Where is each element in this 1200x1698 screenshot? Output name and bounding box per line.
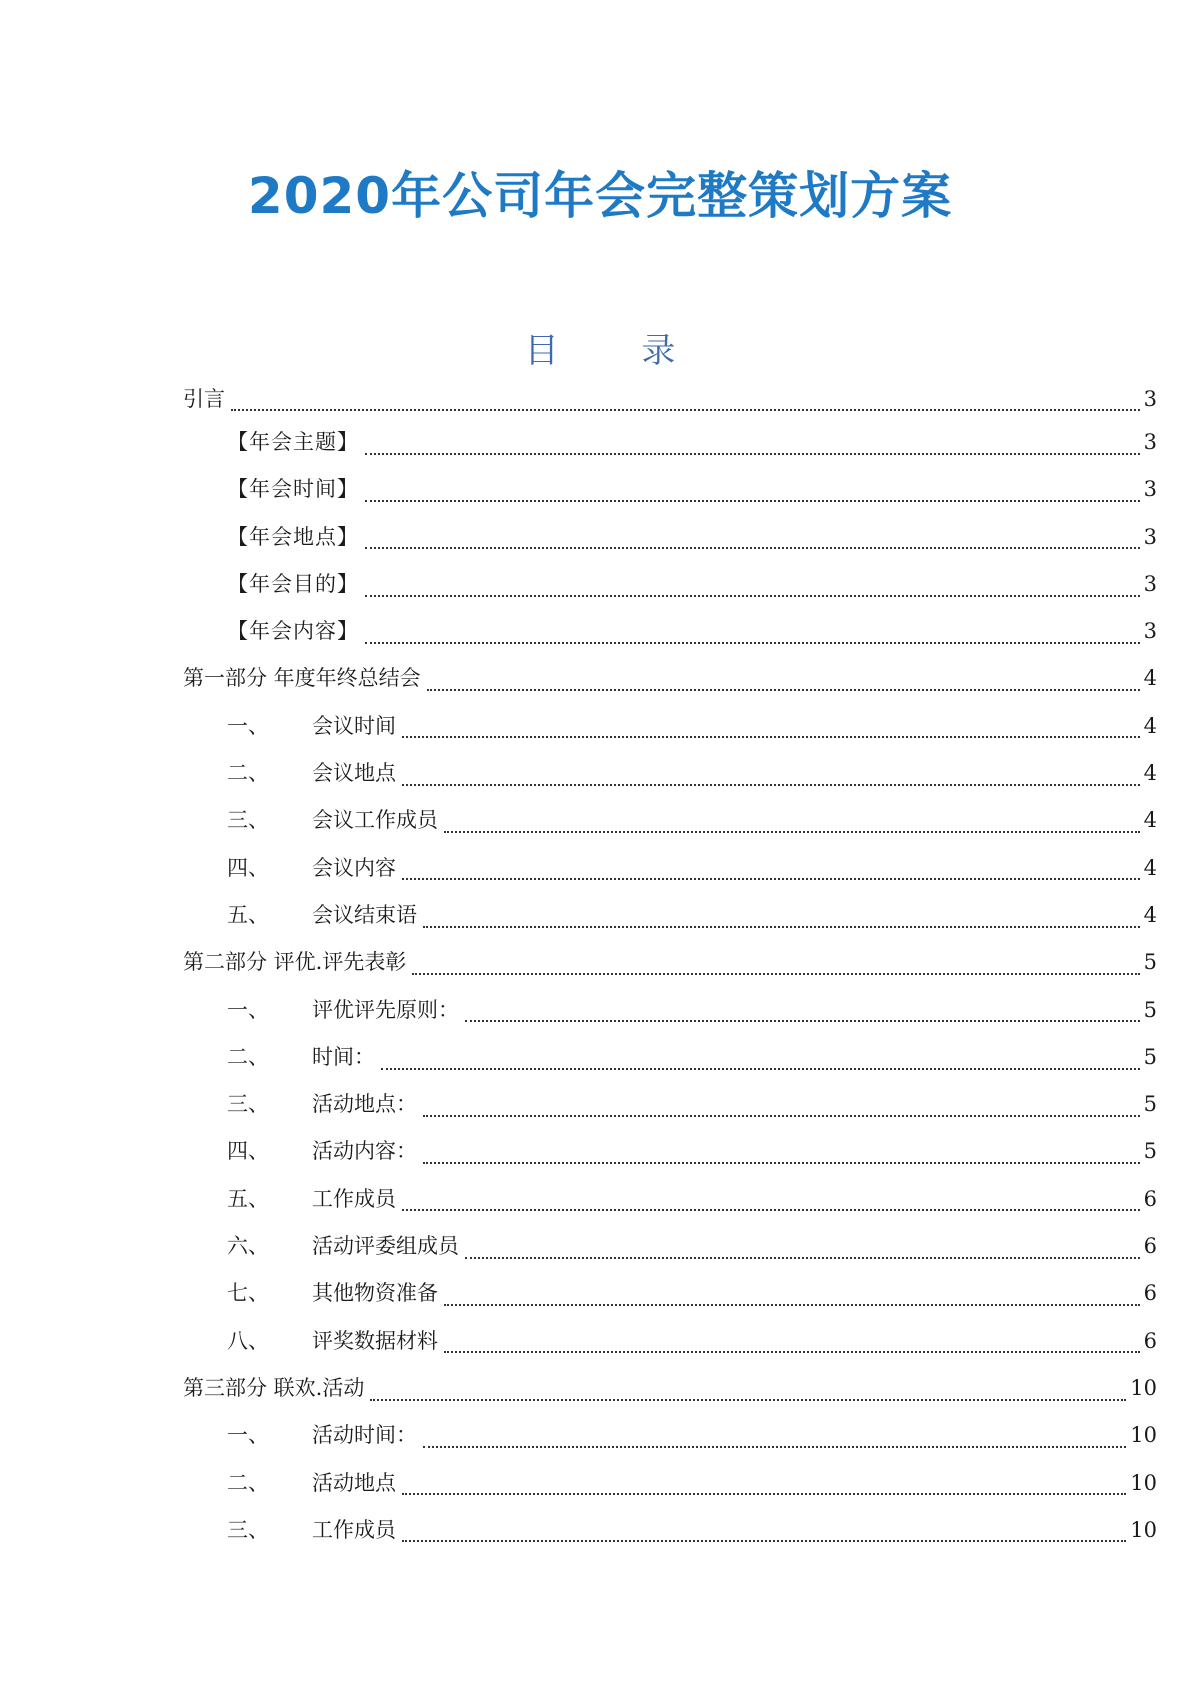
toc-entry-number: 四、 (227, 1139, 269, 1164)
toc-page-number: 6 (1143, 1234, 1157, 1259)
toc-dot-leader (402, 1199, 1140, 1211)
toc-dot-leader (365, 443, 1140, 455)
document-title: 2020年公司年会完整策划方案 (247, 167, 953, 225)
toc-entry[interactable] (183, 750, 1157, 797)
toc-dot-leader (402, 1530, 1126, 1542)
toc-entry-title: 工作成员 (312, 1186, 396, 1211)
toc-entry-number: 六、 (227, 1234, 269, 1259)
toc-dot-leader (402, 1483, 1126, 1495)
toc-dot-leader (365, 490, 1140, 502)
toc-page-number: 6 (1143, 1328, 1157, 1353)
toc-entry-title: 时间： (312, 1044, 375, 1069)
toc-page-number: 10 (1130, 1470, 1157, 1495)
toc-entry-title: 【年会目的】 (227, 571, 359, 596)
toc-entry-title: 会议结束语 (312, 902, 417, 927)
toc-entry-title: 工作成员 (312, 1517, 396, 1542)
toc-entry[interactable] (183, 1365, 1157, 1412)
toc-page-number: 5 (1143, 1139, 1157, 1164)
toc-dot-leader (365, 585, 1140, 597)
toc-entry-title: 其他物资准备 (312, 1281, 438, 1306)
toc-entry[interactable] (183, 655, 1157, 702)
toc-entry[interactable] (183, 379, 1157, 419)
toc-page-number: 10 (1130, 1517, 1157, 1542)
toc-entry[interactable] (183, 1081, 1157, 1128)
toc-entry-title: 第一部分 年度年终总结会 (183, 666, 421, 691)
toc-dot-leader (365, 537, 1140, 549)
toc-entry-title: 【年会地点】 (227, 524, 359, 549)
toc-entry-title: 评奖数据材料 (312, 1328, 438, 1353)
toc-page-number: 4 (1143, 713, 1157, 738)
toc-entry[interactable] (183, 987, 1157, 1034)
toc-entry[interactable] (183, 1270, 1157, 1317)
toc-entry-number: 五、 (227, 1186, 269, 1211)
toc-page-number: 4 (1143, 808, 1157, 833)
toc-entry[interactable] (183, 1128, 1157, 1175)
toc-dot-leader (365, 632, 1140, 644)
toc-page-number: 3 (1143, 619, 1157, 644)
toc-entry-number: 三、 (227, 1517, 269, 1542)
toc-dot-leader (465, 1010, 1140, 1022)
toc-dot-leader (423, 1105, 1140, 1117)
toc-entry[interactable] (183, 703, 1157, 750)
toc-entry-title: 评优评先原则： (312, 997, 459, 1022)
toc-entry-title: 【年会主题】 (227, 430, 359, 454)
toc-entry[interactable] (183, 797, 1157, 844)
toc-entry-title: 会议工作成员 (312, 808, 438, 833)
toc-page-number: 6 (1143, 1186, 1157, 1211)
toc-entry-number: 一、 (227, 1423, 269, 1448)
toc-entry-number: 二、 (227, 1470, 269, 1495)
toc-entry[interactable] (183, 1176, 1157, 1223)
toc-entry[interactable] (183, 939, 1157, 986)
toc-dot-leader (427, 679, 1140, 691)
toc-entry-title: 第三部分 联欢.活动 (183, 1375, 365, 1400)
toc-entry-title: 【年会内容】 (227, 619, 359, 644)
toc-page-number: 5 (1143, 1092, 1157, 1117)
toc-dot-leader (412, 963, 1139, 975)
toc-entry-title: 会议时间 (312, 713, 396, 738)
toc-page-number: 10 (1130, 1375, 1157, 1400)
toc-entry-title: 活动地点： (312, 1092, 417, 1117)
toc-page-number: 4 (1143, 902, 1157, 927)
toc-entry-number: 四、 (227, 855, 269, 880)
toc-entry[interactable] (183, 466, 1157, 513)
toc-page-number: 5 (1143, 997, 1157, 1022)
toc-dot-leader (402, 726, 1140, 738)
toc-page-number: 3 (1143, 387, 1157, 411)
toc-page-number: 3 (1143, 571, 1157, 596)
toc-entry[interactable] (183, 608, 1157, 655)
toc-page-number: 4 (1143, 855, 1157, 880)
toc-entry[interactable] (183, 1318, 1157, 1365)
toc-dot-leader (370, 1389, 1126, 1401)
toc-heading: 目 录 (524, 331, 712, 371)
toc-entry-number: 三、 (227, 1092, 269, 1117)
toc-dot-leader (444, 1341, 1140, 1353)
toc-entry-title: 活动时间： (312, 1423, 417, 1448)
toc-page-number: 5 (1143, 950, 1157, 975)
table-of-contents (183, 379, 1157, 1554)
toc-entry-title: 会议地点 (312, 761, 396, 786)
toc-page-number: 4 (1143, 761, 1157, 786)
toc-entry[interactable] (183, 845, 1157, 892)
toc-entry-number: 二、 (227, 1044, 269, 1069)
toc-page-number: 3 (1143, 477, 1157, 502)
toc-entry[interactable] (183, 1223, 1157, 1270)
toc-entry[interactable] (183, 419, 1157, 466)
toc-entry[interactable] (183, 561, 1157, 608)
toc-entry[interactable] (183, 892, 1157, 939)
toc-entry-number: 三、 (227, 808, 269, 833)
toc-entry[interactable] (183, 1460, 1157, 1507)
toc-entry-title: 活动内容： (312, 1139, 417, 1164)
toc-entry-number: 五、 (227, 902, 269, 927)
toc-dot-leader (444, 1294, 1140, 1306)
toc-entry-title: 引言 (183, 387, 225, 411)
toc-page-number: 10 (1130, 1423, 1157, 1448)
toc-dot-leader (423, 1436, 1126, 1448)
toc-entry[interactable] (183, 1412, 1157, 1459)
toc-page-number: 3 (1143, 524, 1157, 549)
toc-page-number: 3 (1143, 430, 1157, 454)
toc-entry-title: 第二部分 评优.评先表彰 (183, 950, 407, 975)
toc-dot-leader (423, 1152, 1140, 1164)
toc-dot-leader (423, 916, 1140, 928)
toc-entry-number: 一、 (227, 997, 269, 1022)
toc-dot-leader (402, 868, 1140, 880)
toc-entry-number: 八、 (227, 1328, 269, 1353)
toc-page-number: 5 (1143, 1044, 1157, 1069)
toc-dot-leader (402, 774, 1140, 786)
toc-dot-leader (444, 821, 1140, 833)
toc-page-number: 4 (1143, 666, 1157, 691)
toc-entry-title: 【年会时间】 (227, 477, 359, 502)
toc-dot-leader (381, 1058, 1140, 1070)
toc-entry-title: 活动地点 (312, 1470, 396, 1495)
toc-entry[interactable] (183, 514, 1157, 561)
toc-entry[interactable] (183, 1507, 1157, 1554)
toc-entry[interactable] (183, 1034, 1157, 1081)
toc-entry-title: 活动评委组成员 (312, 1234, 459, 1259)
toc-dot-leader (231, 399, 1140, 411)
toc-page-number: 6 (1143, 1281, 1157, 1306)
toc-dot-leader (465, 1247, 1140, 1259)
toc-entry-number: 七、 (227, 1281, 269, 1306)
toc-entry-number: 一、 (227, 713, 269, 738)
toc-entry-number: 二、 (227, 761, 269, 786)
toc-entry-title: 会议内容 (312, 855, 396, 880)
